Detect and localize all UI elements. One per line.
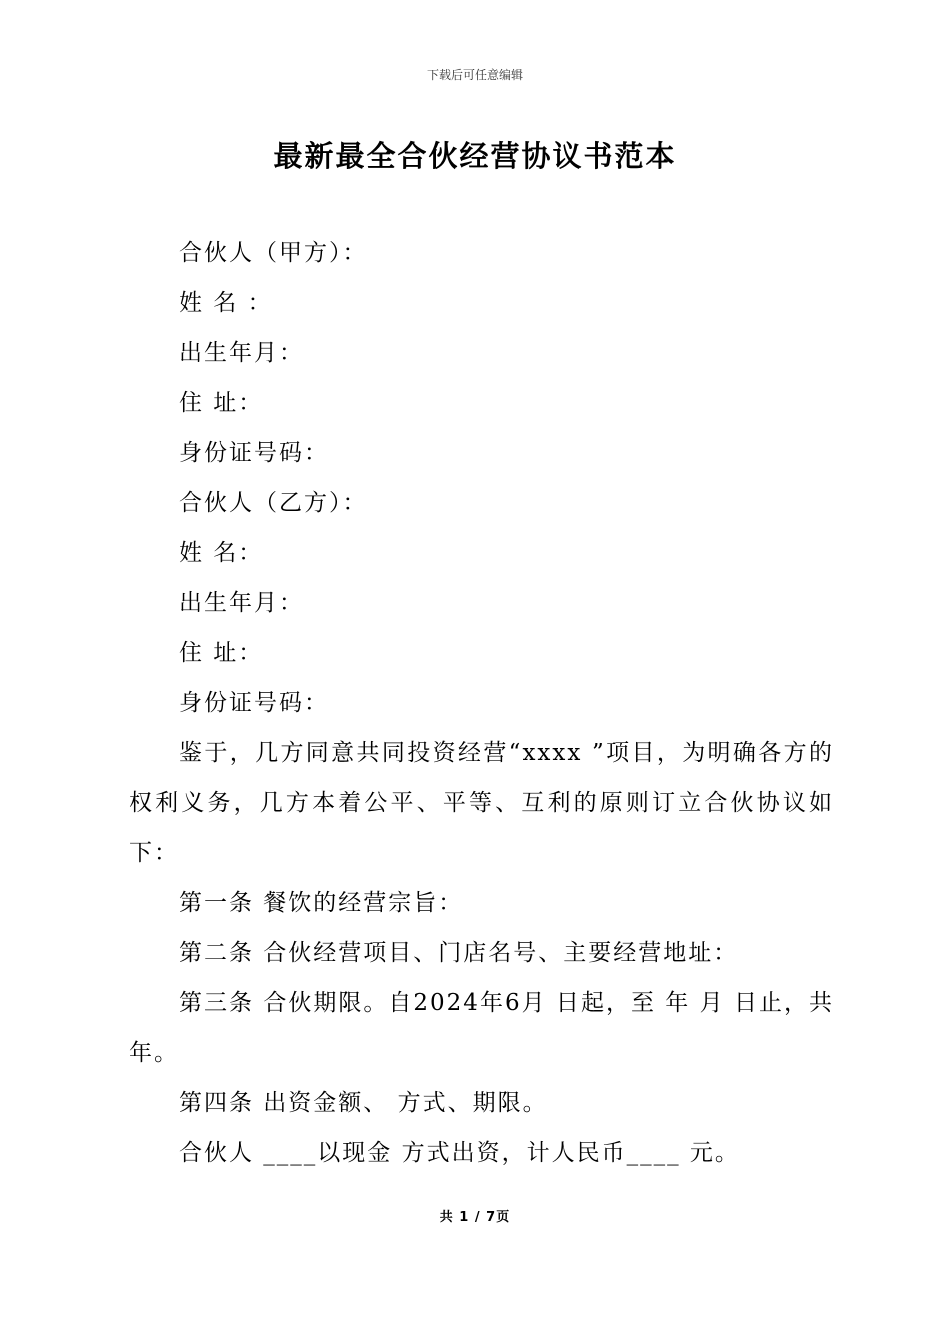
party-a-name: 姓 名 ：: [179, 290, 273, 316]
party-b-id: 身份证号码：: [179, 690, 329, 716]
party-b-address: 住 址：: [179, 640, 264, 666]
article-2: 第二条 合伙经营项目、门店名号、主要经营地址：: [179, 940, 739, 966]
preamble-paragraph: 鉴于，几方同意共同投资经营“xxxx ”项目，为明确各方的权利义务，几方本着公平、平等、互利的原则订立合伙协议如下：: [129, 740, 834, 866]
party-b-name: 姓 名：: [179, 540, 264, 566]
article-1: 第一条 餐饮的经营宗旨：: [179, 890, 464, 916]
document-title: 最新最全合伙经营协议书范本: [273, 139, 677, 173]
party-a-address: 住 址：: [179, 390, 264, 416]
party-a-id: 身份证号码：: [179, 440, 329, 466]
page-number: 共 1 / 7页: [439, 1210, 511, 1225]
party-b-birth: 出生年月：: [179, 590, 304, 616]
party-a-birth: 出生年月：: [179, 340, 304, 366]
party-b-heading: 合伙人（乙方）：: [179, 490, 368, 516]
page-header: 下载后可任意编辑: [426, 68, 523, 82]
article-4: 第四条 出资金额、 方式、期限。: [179, 1090, 548, 1116]
document-body: [129, 228, 834, 1178]
party-a-heading: 合伙人（甲方）：: [179, 240, 368, 266]
article-3: 第三条 合伙期限。自2024年6月 日起，至 年 月 日止，共 年。: [129, 990, 834, 1066]
contribution-line: 合伙人 ____以现金 方式出资，计人民币____ 元。: [179, 1140, 740, 1166]
